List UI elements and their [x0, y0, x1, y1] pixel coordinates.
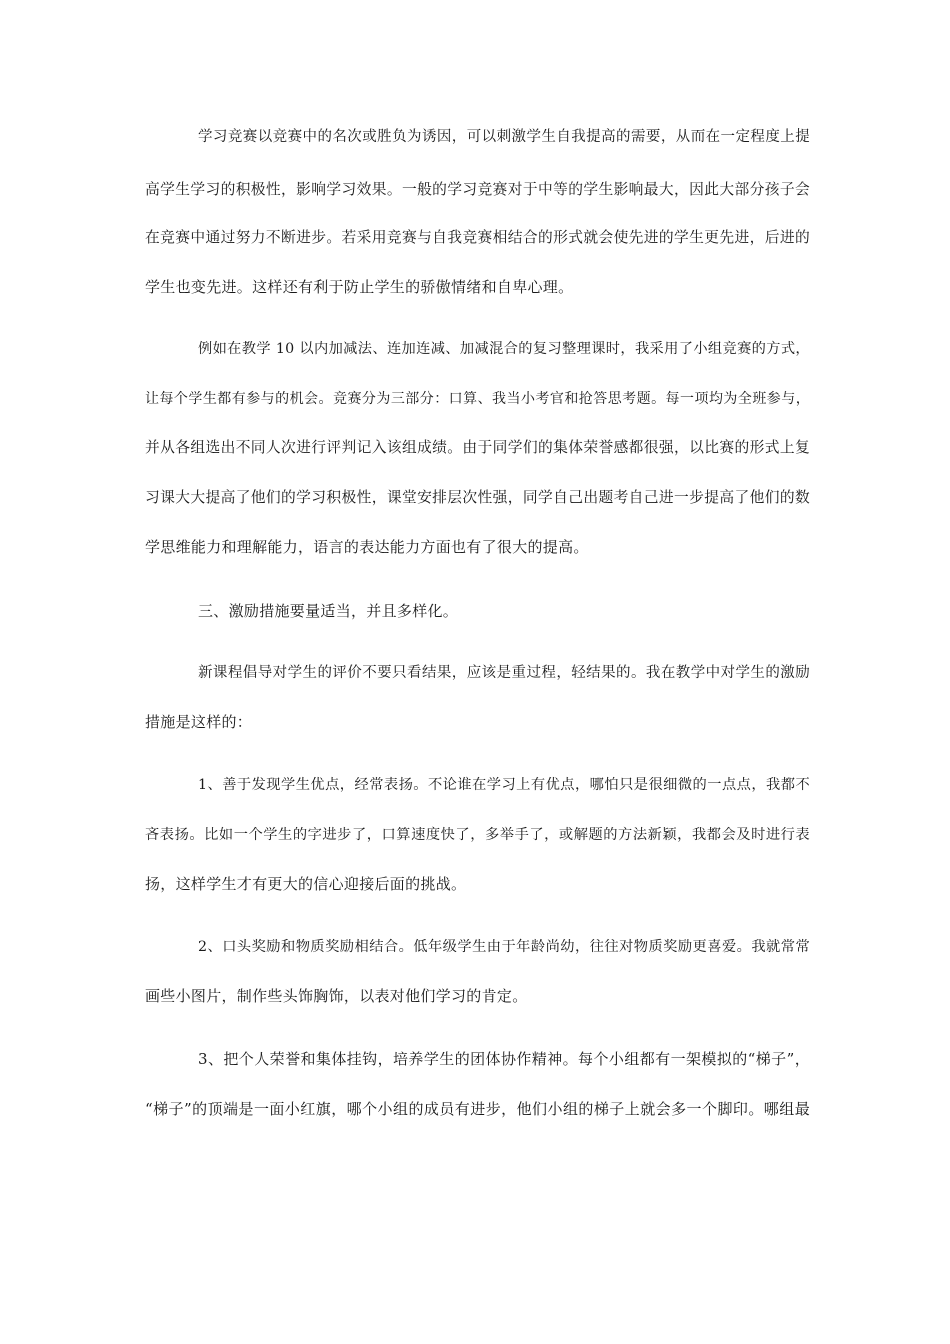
- item-3-line-1: 3、把个人荣誉和集体挂钩，培养学生的团体协作精神。每个小组都有一架模拟的“梯子”，: [198, 1050, 810, 1068]
- paragraph-2-line-2: 让每个学生都有参与的机会。竞赛分为三部分：口算、我当小考官和抢答思考题。每一项均为全班参与，: [145, 391, 810, 407]
- paragraph-1-line-4: 学生也变先进。这样还有利于防止学生的骄傲情绪和自卑心理。: [145, 278, 574, 296]
- item-1-line-3: 扬，这样学生才有更大的信心迎接后面的挑战。: [145, 875, 467, 893]
- item-2-line-1: 2、口头奖励和物质奖励相结合。低年级学生由于年龄尚幼，往往对物质奖励更喜爱。我就常常: [198, 939, 810, 955]
- item-2-line-2: 画些小图片，制作些头饰胸饰，以表对他们学习的肯定。: [145, 987, 528, 1005]
- paragraph-2-line-3: 并从各组选出不同人次进行评判记入该组成绩。由于同学们的集体荣誉感都很强，以比赛的形式上复: [145, 439, 810, 456]
- paragraph-4-line-1: 新课程倡导对学生的评价不要只看结果，应该是重过程，轻结果的。我在教学中对学生的激励: [198, 665, 810, 681]
- paragraph-2-line-4: 习课大大提高了他们的学习积极性，课堂安排层次性强，同学自己出题考自己进一步提高了他们的数: [145, 489, 810, 506]
- paragraph-2-line-5: 学思维能力和理解能力，语言的表达能力方面也有了很大的提高。: [145, 538, 589, 556]
- paragraph-1-line-2: 高学生学习的积极性，影响学习效果。一般的学习竞赛对于中等的学生影响最大，因此大部分孩子会: [145, 181, 810, 198]
- section-heading: 三、激励措施要量适当，并且多样化。: [198, 602, 459, 620]
- paragraph-1-line-1: 学习竞赛以竞赛中的名次或胜负为诱因，可以刺激学生自我提高的需要，从而在一定程度上提: [198, 129, 810, 145]
- item-1-line-1: 1、善于发现学生优点，经常表扬。不论谁在学习上有优点，哪怕只是很细微的一点点，我都不: [198, 777, 810, 793]
- paragraph-4-line-2: 措施是这样的：: [145, 713, 253, 731]
- item-1-line-2: 吝表扬。比如一个学生的字进步了，口算速度快了，多举手了，或解题的方法新颖，我都会及时进行表: [145, 827, 810, 843]
- item-3-line-2: “梯子”的顶端是一面小红旗，哪个小组的成员有进步，他们小组的梯子上就会多一个脚印。哪组最: [145, 1100, 810, 1118]
- paragraph-2-line-1: 例如在教学 10 以内加减法、连加连减、加减混合的复习整理课时，我采用了小组竞赛的方式，: [198, 341, 810, 357]
- paragraph-1-line-3: 在竞赛中通过努力不断进步。若采用竞赛与自我竞赛相结合的形式就会使先进的学生更先进，后进的: [145, 229, 810, 246]
